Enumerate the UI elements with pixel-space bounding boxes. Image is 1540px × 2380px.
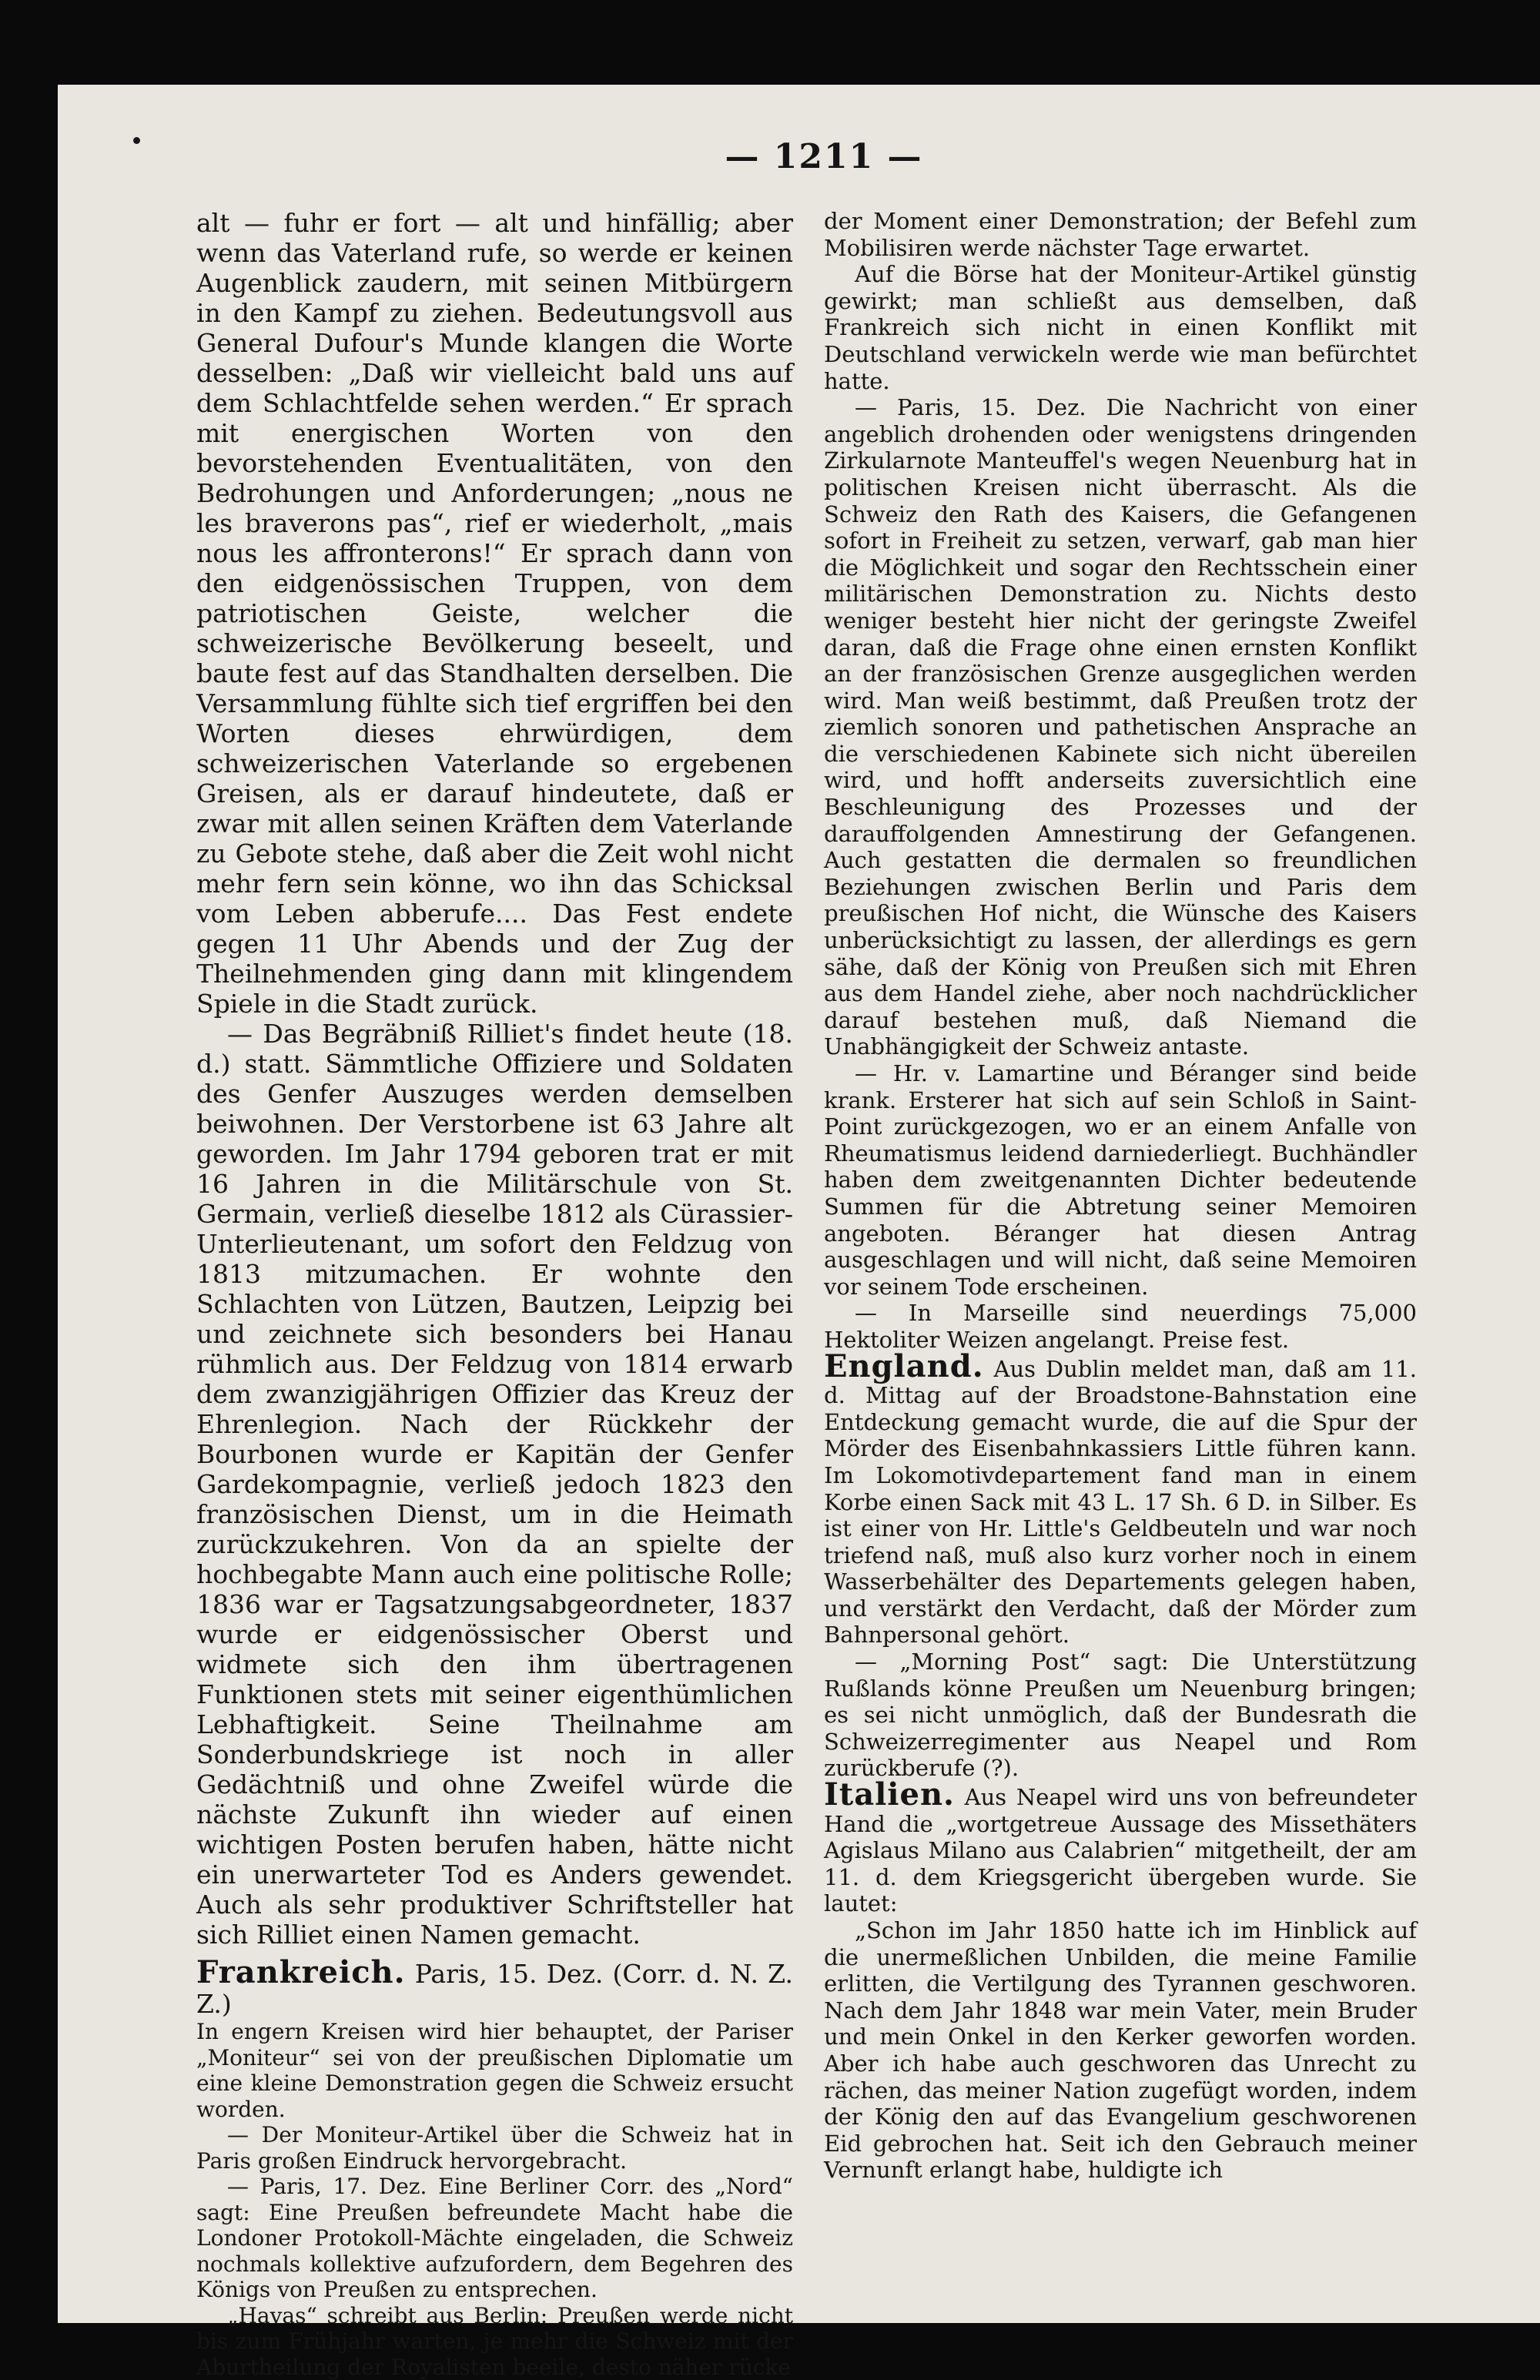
article-paragraph: — Hr. v. Lamartine und Béranger sind beide krank. Ersterer hat sich auf sein Schloß in Saint-Point zurückgezogen, wo er an einem Anfalle von Rheumatismus leidend darniederliegt. Buchhändler haben dem zweitgenannten Dichter bedeutende Summen für die Abtretung seiner Memoiren angeboten. Béranger hat diesen Antrag ausgeschlagen und will nicht, daß seine Memoiren vor seinem Tode erscheinen.	[824, 1060, 1417, 1300]
article-paragraph: Auf die Börse hat der Moniteur-Artikel günstig gewirkt; man schließt aus demselben, daß Frankreich sich nicht in einen Konflikt mit Deutschland verwickeln werde wie man befürchtet hatte.	[824, 261, 1417, 394]
article-paragraph: — Paris, 17. Dez. Eine Berliner Corr. des „Nord“ sagt: Eine Preußen befreundete Macht habe die Londoner Protokoll-Mächte eingeladen, die Schweiz nochmals kollektive aufzufordern, dem Begehren des Königs von Preußen zu entsprechen.	[196, 2174, 793, 2303]
article-paragraph: — „Morning Post“ sagt: Die Unterstützung Rußlands könne Preußen um Neuenburg bringen; es sei nicht unmöglich, daß der Bundesrath die Schweizerregimenter aus Neapel und Rom zurückberufe (?).	[824, 1649, 1417, 1782]
article-paragraph: In engern Kreisen wird hier behauptet, der Pariser „Moniteur“ sei von der preußischen Diplomatie um eine kleine Demonstration gegen die Schweiz ersucht worden.	[196, 2019, 793, 2122]
section-italien	[824, 1782, 1417, 1917]
article-paragraph: Aus Dublin meldet man, daß am 11. d. Mittag auf der Broadstone-Bahnstation eine Entdeckung gemacht wurde, die auf die Spur der Mörder des Eisenbahnkassiers Little führen kann. Im Lokomotivdepartement fand man in einem Korbe einen Sack mit 43 L. 17 Sh. 6 D. in Silber. Es ist einer von Hr. Little's Geldbeuteln und war noch triefend naß, muß also kurz vorher noch in einem Wasserbehälter des Departements gelegen haben, und verstärkt den Verdacht, daß der Mörder zum Bahnpersonal gehört.	[824, 1356, 1417, 1649]
section-heading: Italien.	[824, 1776, 955, 1813]
section-heading: England.	[824, 1348, 984, 1384]
article-paragraph: der Moment einer Demonstration; der Befehl zum Mobilisiren werde nächster Tage erwartet.	[824, 208, 1417, 261]
frankreich-body	[196, 2019, 793, 2380]
section-england	[824, 1354, 1417, 1649]
article-paragraph: — Das Begräbniß Rilliet's findet heute (18. d.) statt. Sämmtliche Offiziere und Soldaten des Genfer Auszuges werden demselben beiwohnen. Der Verstorbene ist 63 Jahre alt geworden. Im Jahr 1794 geboren trat er mit 16 Jahren in die Militärschule von St. Germain, verließ dieselbe 1812 als Cürassier-Unterlieutenant, um sofort den Feldzug von 1813 mitzumachen. Er wohnte den Schlachten von Lützen, Bautzen, Leipzig bei und zeichnete sich besonders bei Hanau rühmlich aus. Der Feldzug von 1814 erwarb dem zwanzigjährigen Offizier das Kreuz der Ehrenlegion. Nach der Rückkehr der Bourbonen wurde er Kapitän der Genfer Gardekompagnie, verließ jedoch 1823 den französischen Dienst, um in die Heimath zurückzukehren. Von da an spielte der hochbegabte Mann auch eine politische Rolle; 1836 war er Tagsatzungsabgeordneter, 1837 wurde er eidgenössischer Oberst und widmete sich den ihm übertragenen Funktionen stets mit seiner eigenthümlichen Lebhaftigkeit. Seine Theilnahme am Sonderbundskriege ist noch in aller Gedächtniß und ohne Zweifel würde die nächste Zukunft ihn wieder auf einen wichtigen Posten berufen haben, hätte nicht ein unerwarteter Tod es Anders gewendet. Auch als sehr produktiver Schriftsteller hat sich Rilliet einen Namen gemacht.	[196, 1019, 793, 1950]
article-paragraph: „Havas“ schreibt aus Berlin: Preußen werde nicht bis zum Frühjahr warten, je mehr die Schweiz mit der Aburtheilung der Royalisten beeile, desto näher rücke	[196, 2303, 793, 2380]
left-column	[196, 208, 793, 2380]
article-paragraph: — Der Moniteur-Artikel über die Schweiz hat in Paris großen Eindruck hervorgebracht.	[196, 2122, 793, 2174]
ink-speck	[133, 137, 140, 144]
article-paragraph: alt — fuhr er fort — alt und hinfällig; aber wenn das Vaterland rufe, so werde er keinen Augenblick zaudern, mit seinen Mitbürgern in den Kampf zu ziehen. Bedeutungsvoll aus General Dufour's Munde klangen die Worte desselben: „Daß wir vielleicht bald uns auf dem Schlachtfelde sehen werden.“ Er sprach mit energischen Worten von den bevorstehenden Eventualitäten, von den Bedrohungen und Anforderungen; „nous ne les braverons pas“, rief er wiederholt, „mais nous les affronterons!“ Er sprach dann von den eidgenössischen Truppen, von dem patriotischen Geiste, welcher die schweizerische Bevölkerung beseelt, und baute fest auf das Standhalten derselben. Die Versammlung fühlte sich tief ergriffen bei den Worten dieses ehrwürdigen, dem schweizerischen Vaterlande so ergebenen Greisen, als er darauf hindeutete, daß er zwar mit allen seinen Kräften dem Vaterlande zu Gebote stehe, daß aber die Zeit wohl nicht mehr fern sein könne, wo ihn das Schicksal vom Leben abberufe.... Das Fest endete gegen 11 Uhr Abends und der Zug der Theilnehmenden ging dann mit klingendem Spiele in die Stadt zurück.	[196, 208, 793, 1019]
section-frankreich	[196, 1957, 793, 2019]
article-paragraph: Aus Neapel wird uns von befreundeter Hand die „wortgetreue Aussage des Missethäters Agislaus Milano aus Calabrien“ mitgetheilt, der am 11. d. dem Kriegsgericht übergeben wurde. Sie lautet:	[824, 1784, 1417, 1916]
section-heading: Frankreich.	[196, 1954, 406, 1990]
article-paragraph: — Paris, 15. Dez. Die Nachricht von einer angeblich drohenden oder wenigstens dringenden Zirkularnote Manteuffel's wegen Neuenburg hat in politischen Kreisen nicht überrascht. Als die Schweiz den Rath des Kaisers, die Gefangenen sofort in Freiheit zu setzen, verwarf, gab man hier die Möglichkeit und sogar den Rechtsschein einer militärischen Demonstration zu. Nichts desto weniger besteht hier nicht der geringste Zweifel daran, daß die Frage ohne einen ernsten Konflikt an der französischen Grenze ausgeglichen werden wird. Man weiß bestimmt, daß Preußen trotz der ziemlich sonoren und pathetischen Ansprache an die verschiedenen Kabinete sich nicht übereilen wird, und hofft anderseits zuversichtlich eine Beschleunigung des Prozesses und der darauffolgenden Amnestirung der Gefangenen. Auch gestatten die dermalen so freundlichen Beziehungen zwischen Berlin und Paris dem preußischen Hof nicht, die Wünsche des Kaisers unberücksichtigt zu lassen, der allerdings es gern sähe, daß der König von Preußen sich mit Ehren aus dem Handel ziehe, aber noch nachdrücklicher darauf bestehen muß, daß Niemand die Unabhängigkeit der Schweiz antaste.	[824, 394, 1417, 1060]
right-column	[824, 208, 1417, 2184]
article-paragraph: „Schon im Jahr 1850 hatte ich im Hinblick auf die unermeßlichen Unbilden, die meine Familie erlitten, die Vertilgung des Tyrannen geschworen. Nach dem Jahr 1848 war mein Vater, mein Bruder und mein Onkel in den Kerker geworfen worden. Aber ich habe auch geschworen das Unrecht zu rächen, das meiner Nation zugefügt worden, indem der König den auf das Evangelium geschworenen Eid gebrochen hat. Seit ich den Gebrauch meiner Vernunft erlangt habe, huldigte ich	[824, 1917, 1417, 2184]
page-number: — 1211 —	[724, 137, 924, 176]
dateline: Paris, 15. Dez. (Corr. d. N. Z. Z.)	[196, 1959, 793, 2019]
article-paragraph: — In Marseille sind neuerdings 75,000 Hektoliter Weizen angelangt. Preise fest.	[824, 1300, 1417, 1353]
